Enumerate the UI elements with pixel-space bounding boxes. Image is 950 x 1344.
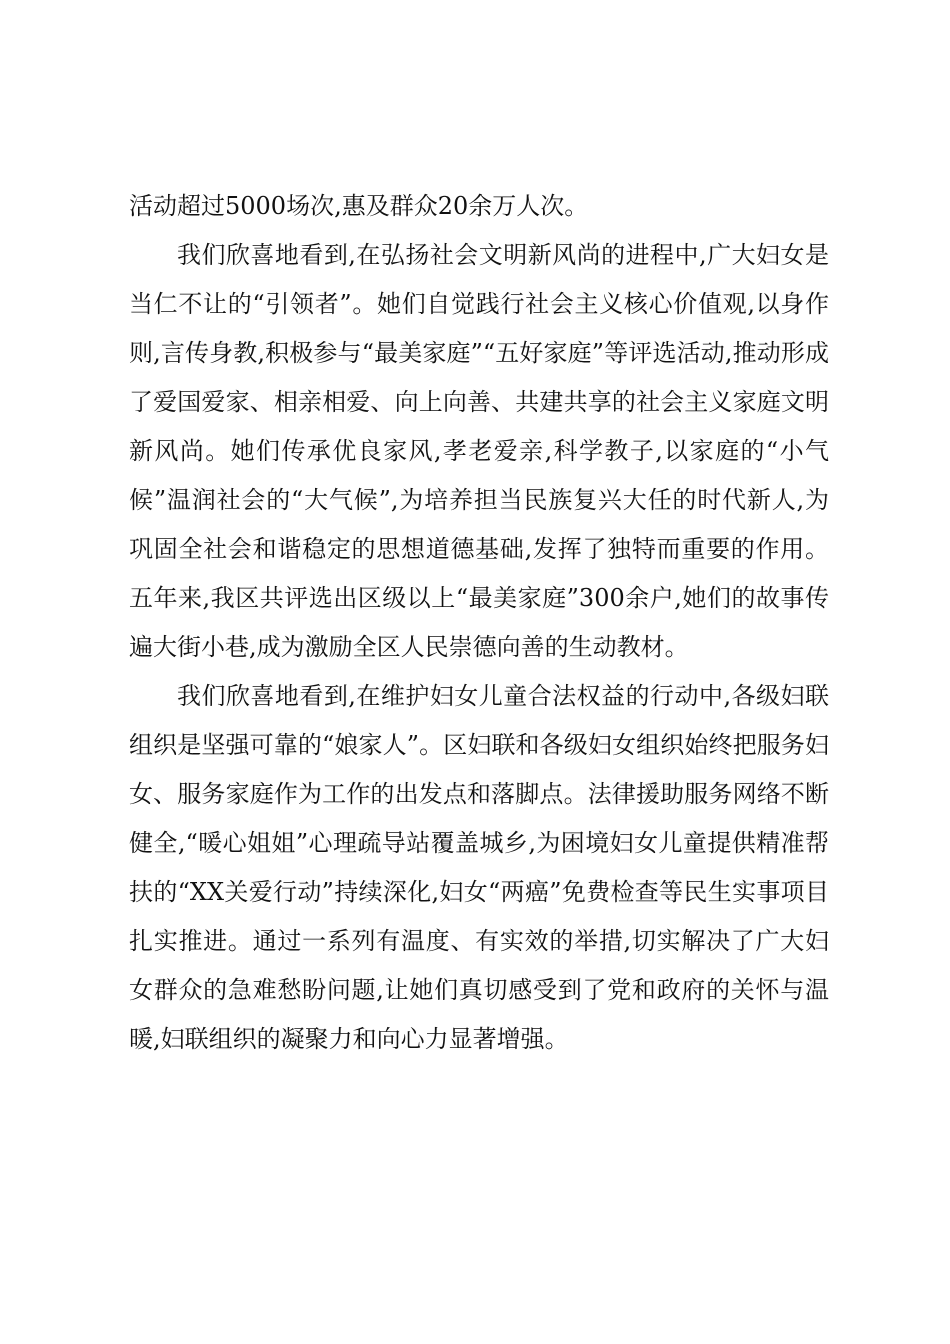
paragraph-rights-protection: 我们欣喜地看到,在维护妇女儿童合法权益的行动中,各级妇联组织是坚强可靠的“娘家人”。区妇联和各级妇女组织始终把服务妇女、服务家庭作为工作的出发点和落脚点。法律援助服务网络不断健全,“暖心姐姐”心理疏导站覆盖城乡,为困境妇女儿童提供精准帮扶的“XX关爱行动”持续深化,妇女“两癌”免费检查等民生实事项目扎实推进。通过一系列有温度、有实效的举措,切实解决了广大妇女群众的急难愁盼问题,让她们真切感受到了党和政府的关怀与温暖,妇联组织的凝聚力和向心力显著增强。	[129, 682, 829, 1053]
body-text	[129, 182, 829, 1064]
paragraph-family-civilization: 我们欣喜地看到,在弘扬社会文明新风尚的进程中,广大妇女是当仁不让的“引领者”。她们自觉践行社会主义核心价值观,以身作则,言传身教,积极参与“最美家庭”“五好家庭”等评选活动,推动形成了爱国爱家、相亲相爱、向上向善、共建共享的社会主义家庭文明新风尚。她们传承优良家风,孝老爱亲,科学教子,以家庭的“小气候”温润社会的“大气候”,为培养担当民族复兴大任的时代新人,为巩固全社会和谐稳定的思想道德基础,发挥了独特而重要的作用。五年来,我区共评选出区级以上“最美家庭”300余户,她们的故事传遍大街小巷,成为激励全区人民崇德向善的生动教材。	[129, 241, 829, 661]
paragraph-continuation: 活动超过5000场次,惠及群众20余万人次。	[129, 192, 589, 220]
